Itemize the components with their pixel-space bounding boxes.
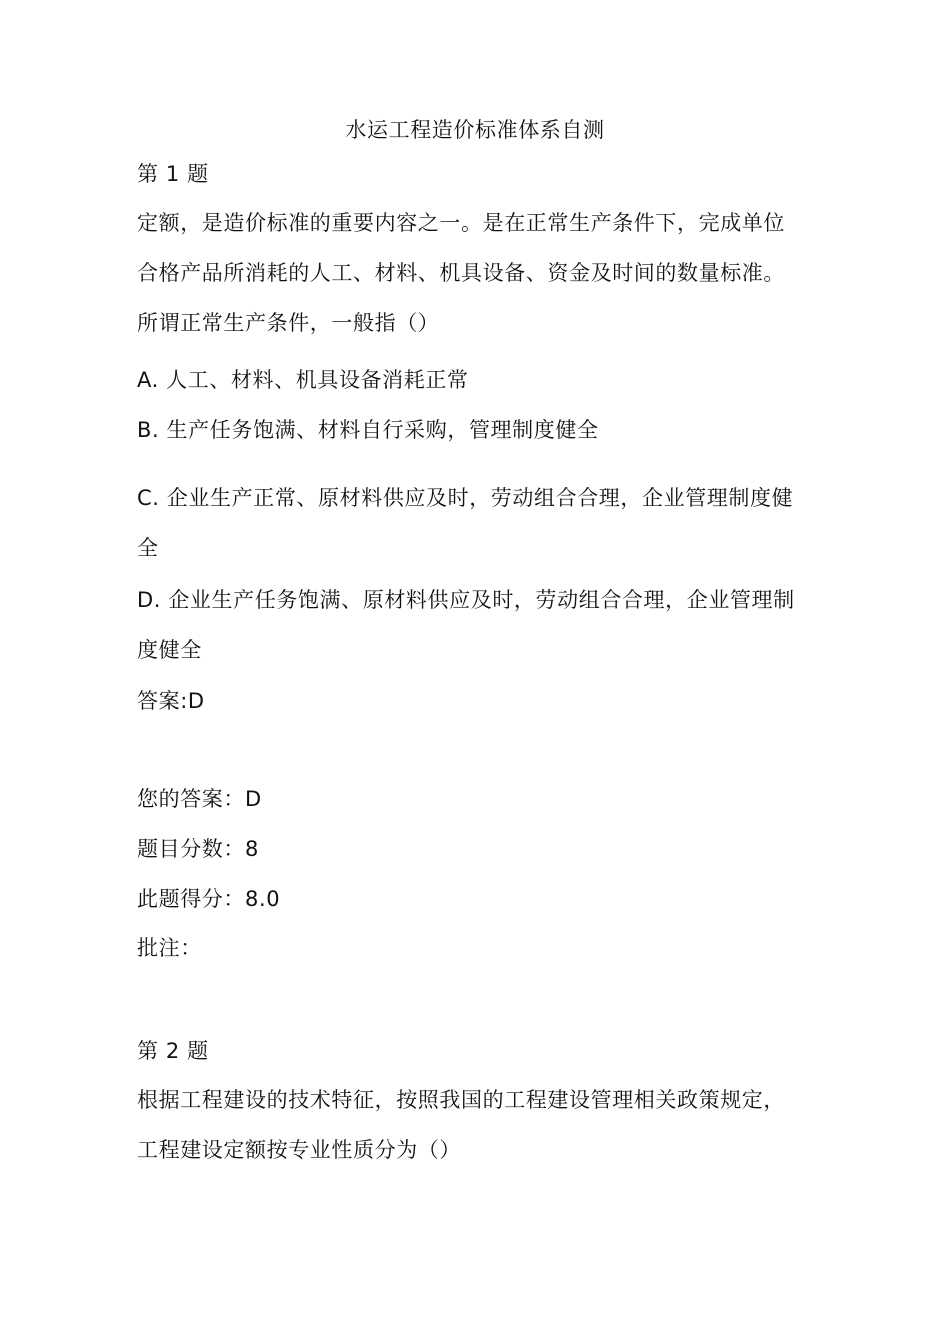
document-title: 水运工程造价标准体系自测 — [345, 118, 605, 142]
question-1-stem-line-3: 所谓正常生产条件，一般指（） — [137, 311, 440, 335]
question-2-stem-line-2: 工程建设定额按专业性质分为（） — [137, 1138, 461, 1162]
question-1-stem-line-1: 定额，是造价标准的重要内容之一。是在正常生产条件下，完成单位 — [137, 211, 785, 235]
question-1-comment: 批注： — [137, 936, 202, 960]
question-1-option-c-line-1: C. 企业生产正常、原材料供应及时，劳动组合合理，企业管理制度健 — [137, 486, 794, 510]
question-1-answer: 答案:D — [137, 689, 205, 713]
question-1-option-c-line-2: 全 — [137, 536, 159, 560]
question-2-heading: 第 2 题 — [137, 1039, 209, 1063]
question-1-option-d-line-2: 度健全 — [137, 638, 202, 662]
question-1-option-a: A. 人工、材料、机具设备消耗正常 — [137, 368, 469, 392]
question-1-earned: 此题得分：8.0 — [137, 887, 281, 911]
question-1-your-answer: 您的答案：D — [137, 787, 262, 811]
question-1-option-d-line-1: D. 企业生产任务饱满、原材料供应及时，劳动组合合理，企业管理制 — [137, 588, 795, 612]
question-2-stem-line-1: 根据工程建设的技术特征，按照我国的工程建设管理相关政策规定， — [137, 1088, 785, 1112]
question-1-heading: 第 1 题 — [137, 162, 209, 186]
question-1-stem-line-2: 合格产品所消耗的人工、材料、机具设备、资金及时间的数量标准。 — [137, 261, 785, 285]
question-1-option-b: B. 生产任务饱满、材料自行采购，管理制度健全 — [137, 418, 599, 442]
question-1-score: 题目分数：8 — [137, 837, 259, 861]
